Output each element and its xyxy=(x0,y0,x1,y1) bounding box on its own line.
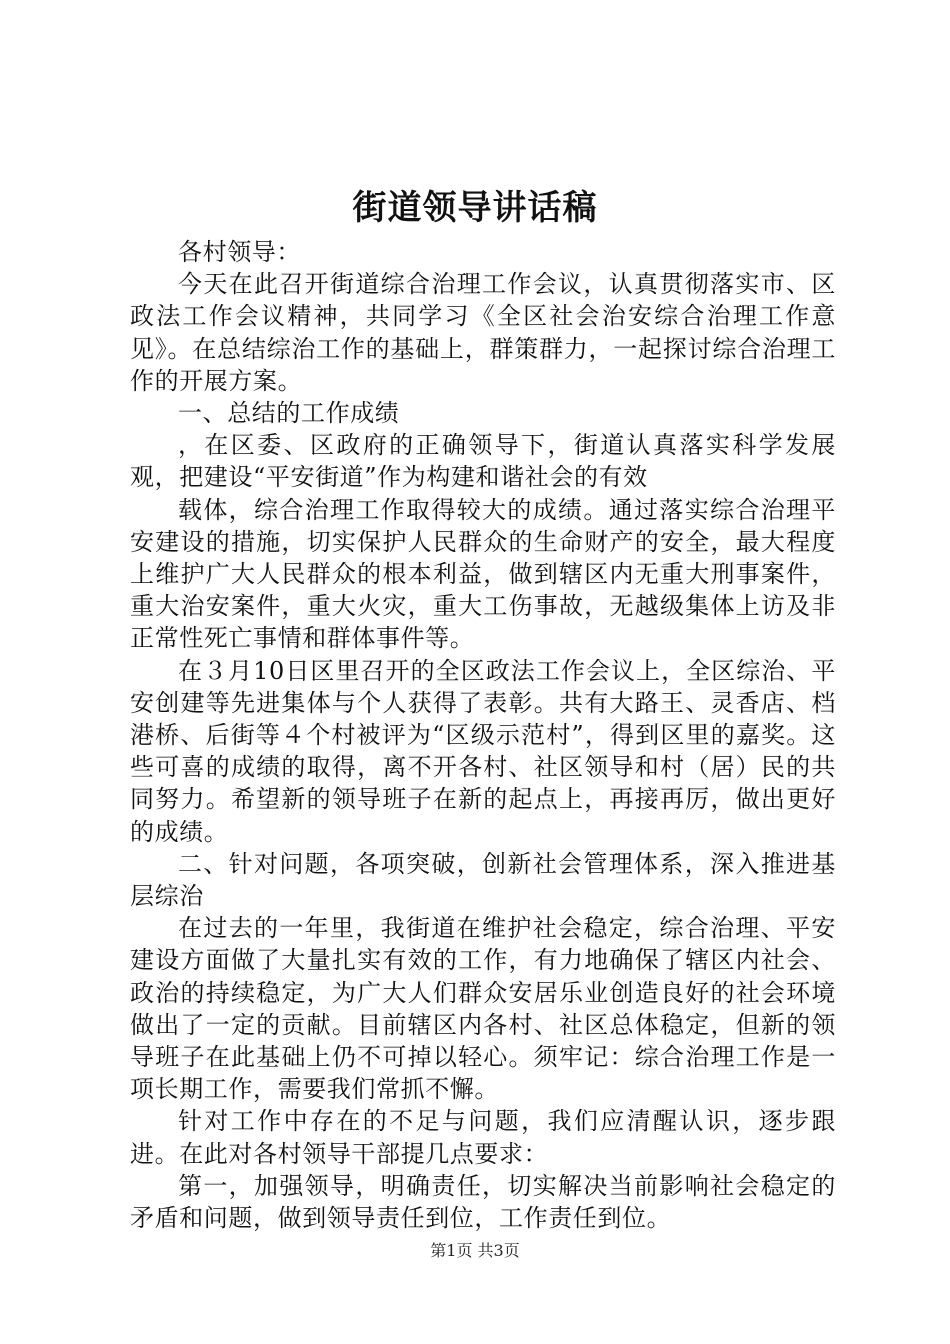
page-number-footer: 第1页 共3页 xyxy=(430,1241,520,1260)
document-title: 街道领导讲话稿 xyxy=(352,188,598,228)
section-heading: 一、总结的工作成绩 xyxy=(178,399,400,428)
paragraph: 在３月10日区里召开的全区政法工作会议上，全区综治、平安创建等先进集体与个人获得了表彰。共有大路王、灵香店、档港桥、后街等４个村被评为“区级示范村”，得到区里的嘉奖。这些可喜的成绩的取得，离不开各村、社区领导和村（居）民的共同努力。希望新的领导班子在新的起点上，再接再厉，做出更好的成绩。 xyxy=(130,656,836,846)
paragraph: 在过去的一年里，我街道在维护社会稳定，综合治理、平安建设方面做了大量扎实有效的工作，有力地确保了辖区内社会、政治的持续稳定，为广大人们群众安居乐业创造良好的社会环境做出了一定的贡献。目前辖区内各村、社区总体稳定，但新的领导班子在此基础上仍不可掉以轻心。须牢记：综合治理工作是一项长期工作，需要我们常抓不懈。 xyxy=(130,914,836,1104)
document-body xyxy=(130,236,836,1234)
paragraph: 第一，加强领导，明确责任，切实解决当前影响社会稳定的矛盾和问题，做到领导责任到位，工作责任到位。 xyxy=(130,1171,836,1233)
paragraph: 载体，综合治理工作取得较大的成绩。通过落实综合治理平安建设的措施，切实保护人民群众的生命财产的安全，最大程度上维护广大人民群众的根本利益，做到辖区内无重大刑事案件，重大治安案件，重大火灾，重大工伤事故，无越级集体上访及非正常性死亡事情和群体事件等。 xyxy=(130,495,836,653)
salutation: 各村领导： xyxy=(178,238,301,266)
paragraph: ，在区委、区政府的正确领导下，街道认真落实科学发展观，把建设“平安街道”作为构建和谐社会的有效 xyxy=(130,431,836,492)
section-heading: 二、针对问题，各项突破，创新社会管理体系，深入推进基层综治 xyxy=(130,849,836,911)
paragraph: 针对工作中存在的不足与问题，我们应清醒认识，逐步跟进。在此对各村领导干部提几点要求： xyxy=(130,1107,836,1168)
paragraph: 今天在此召开街道综合治理工作会议，认真贯彻落实市、区政法工作会议精神，共同学习《全区社会治安综合治理工作意见》。在总结综治工作的基础上，群策群力，一起探讨综合治理工作的开展方案。 xyxy=(130,270,836,395)
